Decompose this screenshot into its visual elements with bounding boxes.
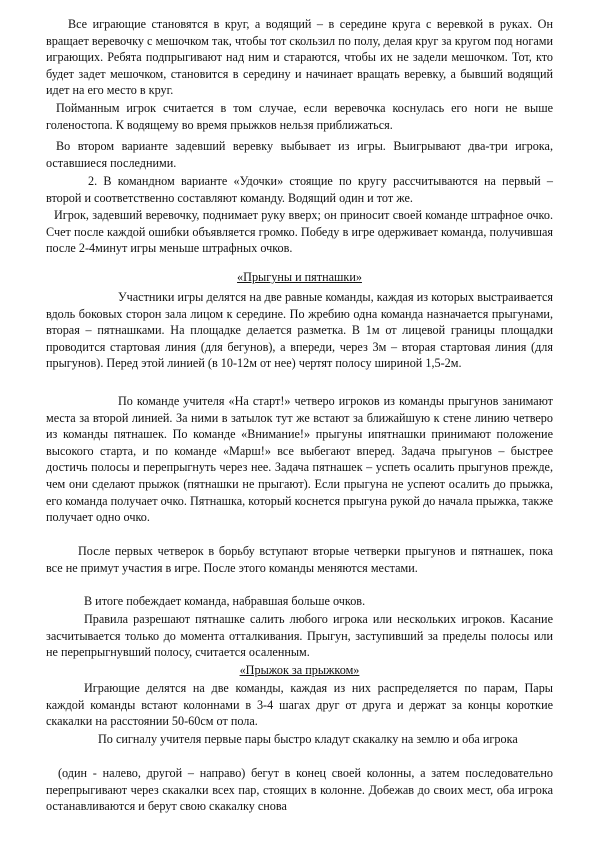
paragraph: По сигналу учителя первые пары быстро кладут скакалку на землю и оба игрока: [98, 732, 518, 746]
paragraph: В итоге побеждает команда, набравшая больше очков.: [84, 594, 366, 608]
paragraph: Во втором варианте задевший веревку выбывает из игры. Выигрывают два-три игрока, оставшиеся последними.: [46, 139, 553, 170]
paragraph: Пойманным игрок считается в том случае, если веревочка коснулась его ноги не выше голеностопа. К водящему во время прыжков нельзя приближаться.: [46, 101, 553, 132]
paragraph: Правила разрешают пятнашке салить любого игрока или нескольких игроков. Касание засчитывается только до момента отталкивания. Прыгун, заступивший за пределы полосы или не перепрыгнувший полосу, считается осаленным.: [46, 612, 553, 660]
paragraph: Участники игры делятся на две равные команды, каждая из которых выстраивается вдоль боковых сторон зала лицом к середине. По жребию одна команда назначается прыгунами, вторая – пятнашками. На площадке делается разметка. В 1м от лицевой границы площадки проводится стартовая линия (для бегунов), а впереди, через 3м – вторая стартовая линия (для прыгунов). Перед этой линией (в 10-12м от нее) чертят полосу шириной 1,5-2м.: [46, 290, 553, 371]
section-heading: «Прыгуны и пятнашки»: [237, 270, 362, 284]
paragraph: (один - налево, другой – направо) бегут в конец своей колонны, а затем последовательно перепрыгивают через скакалки всех пар, стоящих в колонне. Добежав до своих мест, оба игрока останавливаются и берут свою скакалку снова: [46, 766, 553, 814]
paragraph: 2. В командном варианте «Удочки» стоящие по кругу рассчитываются на первый – второй и соответственно составляют команду. Водящий один и тот же.: [46, 174, 553, 205]
paragraph: Играющие делятся на две команды, каждая из них распределяется по парам, Пары каждой команды встают колоннами в 3-4 шагах друг от друга и держат за концы короткие скакалки на расстоянии 50-60см от пола.: [46, 681, 553, 729]
paragraph: По команде учителя «На старт!» четверо игроков из команды прыгунов занимают места за второй линией. За ними в затылок тут же встают за ближайшую к стене линию четверо из команды пятнашек. По команде «Внимание!» прыгуны ипятнашки принимают положение высокого старта, и по команде «Марш!» все выбегают вперед. Задача прыгунов – быстрее достичь полосы и перепрыгнуть через нее. Задача пятнашек – успеть осалить прыгунов прежде, чем они сделают прыжок (пятнашки не прыгают). Если прыгуна не успеют осалить до прыжка, его команда получает очко. Пятнашка, который коснется прыгуна рукой до начала прыжка, также получает одно очко.: [46, 394, 553, 525]
paragraph: Игрок, задевший веревочку, поднимает руку вверх; он приносит своей команде штрафное очко. Счет после каждой ошибки объявляется громко. Победу в игре одерживает команда, получившая после 2-4минут игры меньше штрафных очков.: [46, 208, 553, 256]
paragraph: Все играющие становятся в круг, а водящий – в середине круга с веревкой в руках. Он вращает веревочку с мешочком так, чтобы тот скользил по полу, делая круг за кругом под ногами играющих. Ребята подпрыгивают над ним и стараются, чтобы их не задели мешочком. Тот, кто будет задет мешочком, становится в середину и начинает вращать веревку, а бывший водящий идет на его место в круг.: [46, 17, 553, 98]
section-heading: «Прыжок за прыжком»: [239, 663, 360, 677]
paragraph: После первых четверок в борьбу вступают вторые четверки прыгунов и пятнашек, пока все не примут участия в игре. После этого команды меняются местами.: [46, 544, 553, 575]
